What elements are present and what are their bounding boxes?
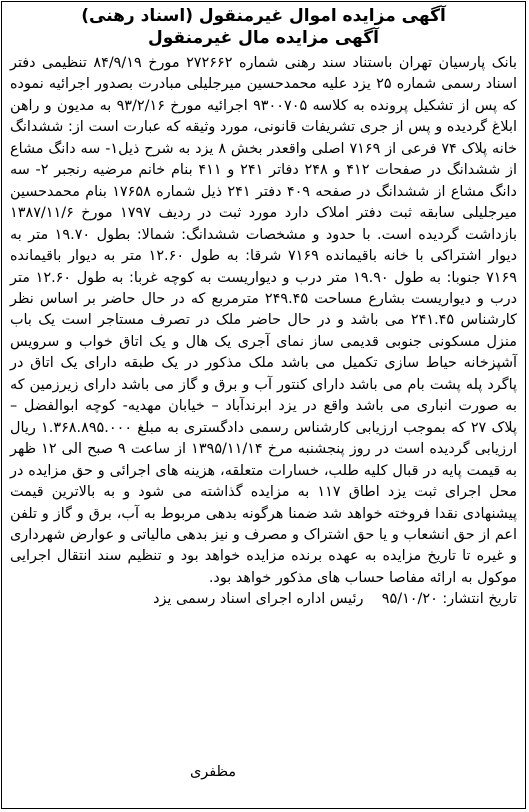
notice-body: بانک پارسیان تهران باستناد سند رهنی شماره ۲۷۲۶۶۲ مورخ ۸۴/۹/۱۹ تنظیمی دفتر اسناد رسمی شماره ۲۵ یزد علیه محمدحسین میرجلیلی مبادرت بصدور اجرائیه نموده که پس از تشکیل پرونده به کلاسه ۹۳۰۰۷۰۵ اجرائیه مورخ ۹۳/۲/۱۶ به مدیون و راهن ابلاغ گردیده و پس از جری تشریفات قانونی، مورد وثیقه که عبارت است از: ششدانگ خانه پلاک ۷۴ فرعی از ۷۱۶۹ اصلی واقعدر بخش ۸ یزد به شرح ذیل۱- سه دانگ مشاع از ششدانگ در صفحات ۴۱۲ و ۲۴۸ دفاتر ۲۴۱ و ۴۱۱ بنام خانم مرضیه رنجبر ۲- سه دانگ مشاع از ششدانگ در صفحه ۴۰۹ دفتر ۲۴۱ ذیل شماره ۱۷۶۵۸ بنام محمدحسین میرجلیلی سابقه ثبت دفتر املاک دارد مورد ثبت در ردیف ۱۷۹۷ مورخ ۱۳۸۷/۱۱/۶ بازداشت گردیده است. با حدود و مشخصات ششدانگ: شمالا: بطول ۱۹.۷۰ متر به دیوار اشتراکی با خانه باقیمانده ۷۱۶۹ شرقا: به طول ۱۲.۶۰ متر به دیوار باقیمانده ۷۱۶۹ جنوبا: به طول ۱۹.۹۰ متر درب و دیواریست به کوچه غربا: به طول ۱۲.۶۰ متر درب و دیواریست بشارع مساحت ۲۴۹.۴۵ مترمربع که در حال حاضر بر اساس نظر کارشناس ۲۴۱.۴۵ می باشد و در حال حاضر ملک در تصرف مستاجر است یک باب منزل مسکونی جنوبی قدیمی ساز نمای آجری یک هال و یک اتاق خواب و سرویس آشپزخانه حیاط سازی تکمیل می باشد ملک مذکور در یک طبقه دارای یک اتاق در پاگرد پله پشت بام می باشد دارای کنتور آب و برق و گاز می باشد دارای زیرزمین که به صورت انباری می باشد واقع در یزد ابرندآباد – خیابان مهدیه- کوچه ابوالفضل – پلاک ۲۷ که بموجب ارزیابی کارشناس رسمی دادگستری به مبلغ ۱.۳۶۸.۸۹۵.۰۰۰ ریال ارزیابی گردیده است در روز پنجشنبه مرخ ۱۳۹۵/۱۱/۱۴ از ساعت ۹ صبح الی ۱۲ ظهر به قیمت پایه در قبال کلیه طلب، خسارات متعلقه، هزینه های اجرائی و حق مزایده در محل اجرای ثبت یزد اطاق ۱۱۷ به مزایده گذاشته می شود و به بالاترین قیمت پیشنهادی نقدا فروخته خواهد شد ضمنا هرگونه بدهی مربوط به آب، برق و گاز و تلفن اعم از حق انشعاب و یا حق اشتراک و مصرف و نیز بدهی مالیاتی و عوارض شهرداری و غیره تا تاریخ مزایده به عهده برنده مزایده خواهد بود و تنظیم سند انتقال اجرایی موکول به ارائه مفاصا حساب های مذکور خواهد بود.	[10, 55, 518, 586]
signer-name: مظفری	[190, 764, 236, 780]
auction-notice	[1, 1, 526, 809]
publish-date: تاریخ انتشار: ۹۵/۱۰/۲۰	[381, 591, 517, 608]
notice-title: آگهی مزایده اموال غیرمنقول (اسناد رهنی)	[81, 6, 446, 26]
signer-title: رئیس اداره اجرای اسناد رسمی یزد	[153, 591, 364, 608]
notice-footer	[10, 589, 517, 610]
notice-subtitle: آگهی مزایده مال غیرمنقول	[148, 28, 379, 48]
